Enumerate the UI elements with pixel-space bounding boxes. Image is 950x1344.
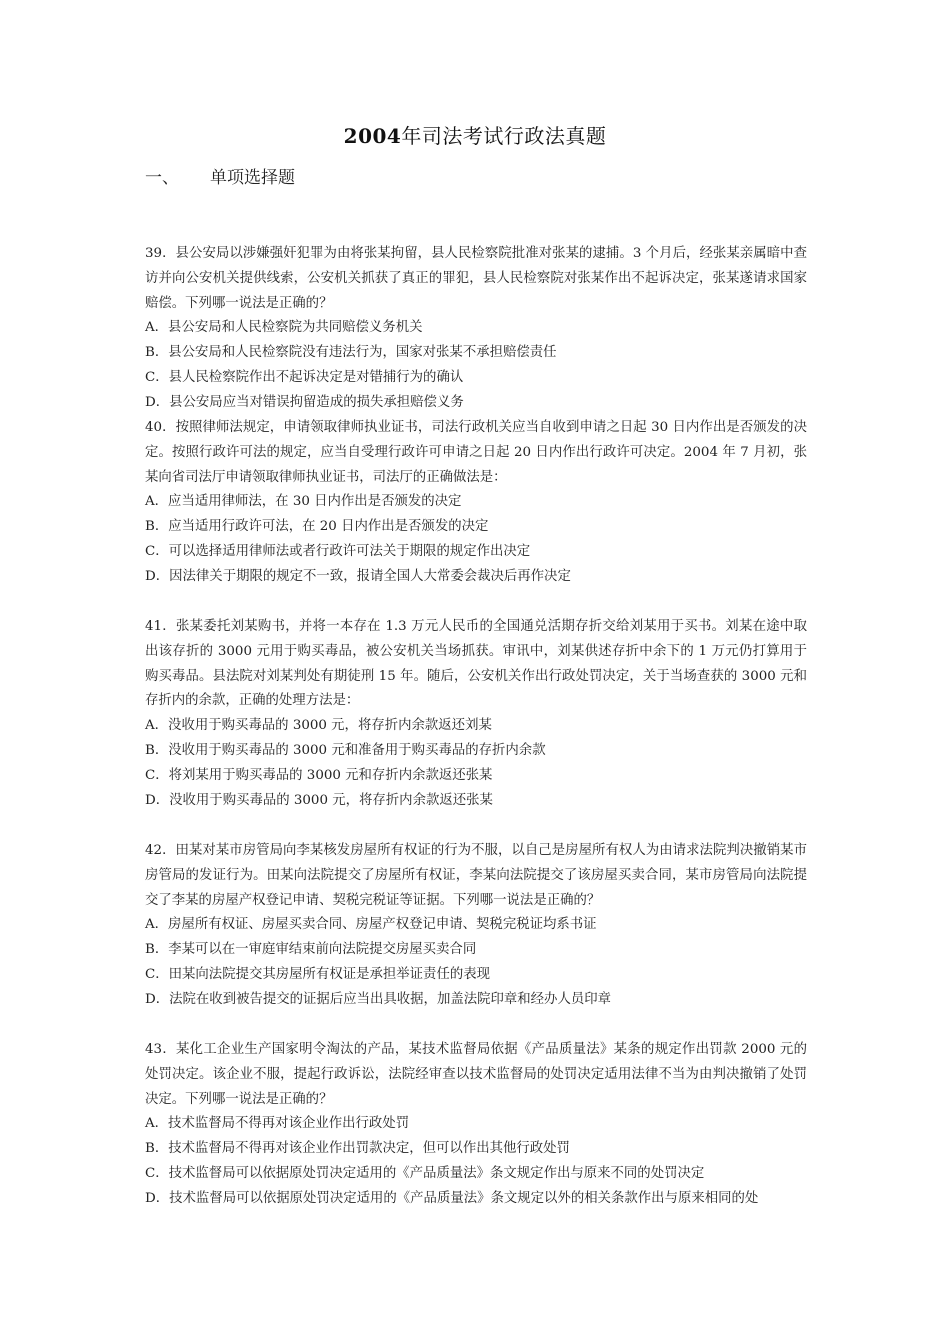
question-stem: 39．县公安局以涉嫌强奸犯罪为由将张某拘留，县人民检察院批准对张某的逮捕。3 个月后，经张某亲属暗中查访并向公安机关提供线索，公安机关抓获了真正的罪犯，县人民检察院对张某作出不起诉决定，张某遂请求国家赔偿。下列哪一说法是正确的？ — [145, 246, 807, 311]
option-a: A．县公安局和人民检察院为共同赔偿义务机关 — [145, 320, 423, 336]
question-40 — [145, 416, 807, 590]
section-number: 一、 — [145, 168, 179, 188]
option-a: A．房屋所有权证、房屋买卖合同、房屋产权登记申请、契税完税证均系书证 — [145, 917, 597, 933]
section-title: 单项选择题 — [210, 168, 295, 188]
option-c: C．技术监督局可以依据原处罚决定适用的《产品质量法》条文规定作出与原来不同的处罚决定 — [145, 1165, 705, 1181]
question-stem: 42．田某对某市房管局向李某核发房屋所有权证的行为不服，以自己是房屋所有权人为由请求法院判决撤销某市房管局的发证行为。田某向法院提交了房屋所有权证，李某向法院提交了该房屋买卖合同，某市房管局向法院提交了李某的房屋产权登记申请、契税完税证等证据。下列哪一说法是正确的？ — [145, 843, 807, 908]
option-b: B．李某可以在一审庭审结束前向法院提交房屋买卖合同 — [145, 942, 477, 958]
option-d: D．技术监督局可以依据原处罚决定适用的《产品质量法》条文规定以外的相关条款作出与原来相同的处 — [145, 1190, 759, 1206]
question-stem: 40．按照律师法规定，申请领取律师执业证书，司法行政机关应当自收到申请之日起 30 日内作出是否颁发的决定。按照行政许可法的规定，应当自受理行政许可申请之日起 20 日内作出行政许可决定。2004 年 7 月初，张某向省司法厅申请领取律师执业证书，司法厅的正确做法是： — [145, 420, 807, 485]
option-a: A．技术监督局不得再对该企业作出行政处罚 — [145, 1116, 410, 1132]
option-c: C．可以选择适用律师法或者行政许可法关于期限的规定作出决定 — [145, 543, 531, 559]
title-text: 年司法考试行政法真题 — [401, 124, 607, 148]
option-d: D．法院在收到被告提交的证据后应当出具收据，加盖法院印章和经办人员印章 — [145, 991, 612, 1007]
title-year: 2004 — [343, 124, 402, 148]
option-c: C．县人民检察院作出不起诉决定是对错捕行为的确认 — [145, 369, 464, 385]
question-43 — [145, 1038, 807, 1212]
option-b: B．应当适用行政许可法，在 20 日内作出是否颁发的决定 — [145, 519, 489, 535]
question-stem: 43．某化工企业生产国家明令淘汰的产品，某技术监督局依据《产品质量法》某条的规定作出罚款 2000 元的处罚决定。该企业不服，提起行政诉讼，法院经审查以技术监督局的处罚决定适用法律不当为由判决撤销了处罚决定。下列哪一说法是正确的？ — [145, 1042, 807, 1107]
section-heading — [145, 163, 295, 188]
option-c: C．将刘某用于购买毒品的 3000 元和存折内余款返还张某 — [145, 767, 493, 783]
option-a: A．没收用于购买毒品的 3000 元，将存折内余款返还刘某 — [145, 718, 492, 734]
question-stem: 41．张某委托刘某购书，并将一本存在 1.3 万元人民币的全国通兑活期存折交给刘某用于买书。刘某在途中取出该存折的 3000 元用于购买毒品，被公安机关当场抓获。审讯中，刘某供述存折中余下的 1 万元仍打算用于购买毒品。县法院对刘某判处有期徒刑 15 年。随后，公安机关作出行政处罚决定，关于当场查获的 3000 元和存折内的余款，正确的处理方法是： — [145, 619, 807, 709]
page-title — [0, 120, 950, 149]
option-b: B．没收用于购买毒品的 3000 元和准备用于购买毒品的存折内余款 — [145, 742, 546, 758]
option-d: D．因法律关于期限的规定不一致，报请全国人大常委会裁决后再作决定 — [145, 568, 571, 584]
option-d: D．县公安局应当对错误拘留造成的损失承担赔偿义务 — [145, 394, 464, 410]
question-42 — [145, 839, 807, 1013]
question-39 — [145, 242, 807, 416]
option-b: B．技术监督局不得再对该企业作出罚款决定，但可以作出其他行政处罚 — [145, 1141, 570, 1157]
option-d: D．没收用于购买毒品的 3000 元，将存折内余款返还张某 — [145, 792, 493, 808]
option-a: A．应当适用律师法，在 30 日内作出是否颁发的决定 — [145, 494, 462, 510]
option-b: B．县公安局和人民检察院没有违法行为，国家对张某不承担赔偿责任 — [145, 345, 557, 361]
question-41 — [145, 615, 807, 813]
option-c: C．田某向法院提交其房屋所有权证是承担举证责任的表现 — [145, 966, 491, 982]
